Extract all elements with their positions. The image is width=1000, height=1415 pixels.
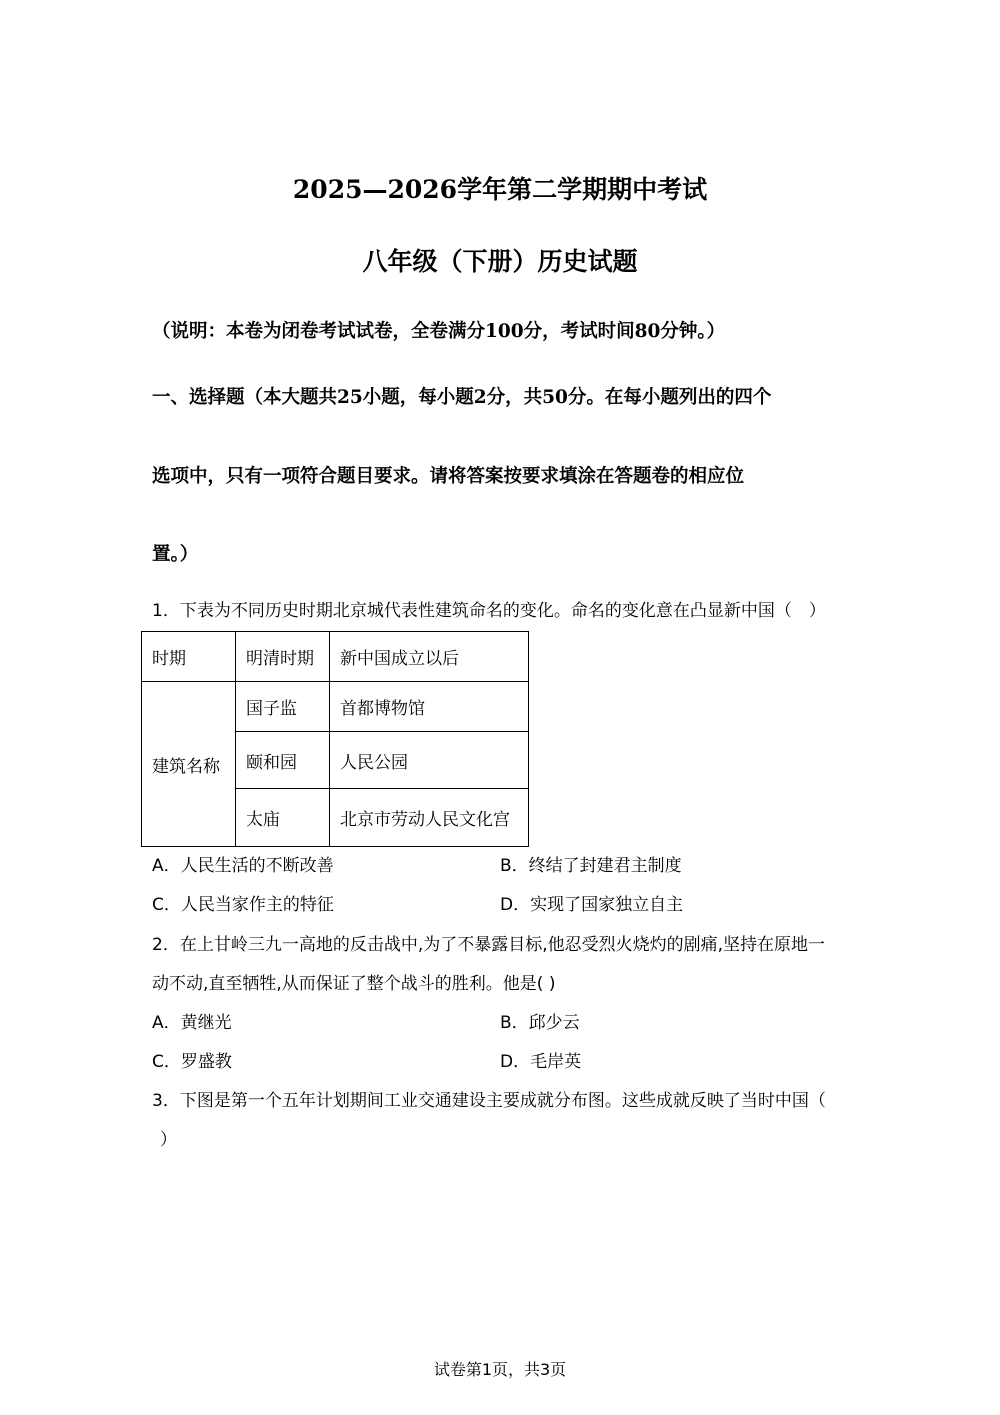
exam-title: 2025—2026学年第二学期期中考试: [292, 175, 708, 204]
question-1-option-d: D．实现了国家独立自主: [500, 895, 684, 915]
table-cell: 人民公园: [330, 732, 529, 789]
question-2-option-c: C．罗盛教: [152, 1052, 232, 1072]
question-3-stem-line1: 3．下图是第一个五年计划期间工业交通建设主要成就分布图。这些成就反映了当时中国（: [152, 1091, 826, 1111]
question-1-option-c: C．人民当家作主的特征: [152, 895, 334, 915]
question-3-stem-line2: ）: [160, 1130, 177, 1150]
table-cell: 首都博物馆: [330, 682, 529, 732]
section-heading-line2: 选项中，只有一项符合题目要求。请将答案按要求填涂在答题卷的相应位: [152, 466, 745, 487]
question-1-option-b: B．终结了封建君主制度: [500, 856, 682, 876]
question-1-option-a: A．人民生活的不断改善: [152, 856, 334, 876]
question-2-option-d: D．毛岸英: [500, 1052, 582, 1072]
table-header-row: [142, 632, 529, 682]
table-cell: 颐和园: [236, 732, 330, 789]
table-row-label: 建筑名称: [142, 682, 236, 847]
exam-instructions: （说明：本卷为闭卷考试试卷，全卷满分100分，考试时间80分钟。）: [152, 321, 726, 342]
table-header-cell: 时期: [142, 632, 236, 682]
question-1-table: [141, 631, 529, 847]
table-cell: 国子监: [236, 682, 330, 732]
section-heading-line1: 一、选择题（本大题共25小题，每小题2分，共50分。在每小题列出的四个: [152, 387, 772, 408]
table-row: [142, 682, 529, 732]
question-2-stem-line2: 动不动,直至牺牲,从而保证了整个战斗的胜利。他是( ): [152, 974, 556, 994]
question-2-option-a: A．黄继光: [152, 1013, 232, 1033]
question-2-stem-line1: 2．在上甘岭三九一高地的反击战中,为了不暴露目标,他忍受烈火烧灼的剧痛,坚持在原地一: [152, 935, 826, 955]
question-2-option-b: B．邱少云: [500, 1013, 580, 1033]
page-footer: 试卷第1页，共3页: [433, 1360, 567, 1379]
table-header-cell: 新中国成立以后: [330, 632, 529, 682]
section-heading-line3: 置。）: [152, 544, 199, 565]
question-1-stem: 1．下表为不同历史时期北京城代表性建筑命名的变化。命名的变化意在凸显新中国（ ）: [152, 601, 826, 621]
table-cell: 北京市劳动人民文化宫: [330, 789, 529, 847]
table-header-cell: 明清时期: [236, 632, 330, 682]
table-cell: 太庙: [236, 789, 330, 847]
exam-subtitle: 八年级（下册）历史试题: [362, 247, 638, 276]
